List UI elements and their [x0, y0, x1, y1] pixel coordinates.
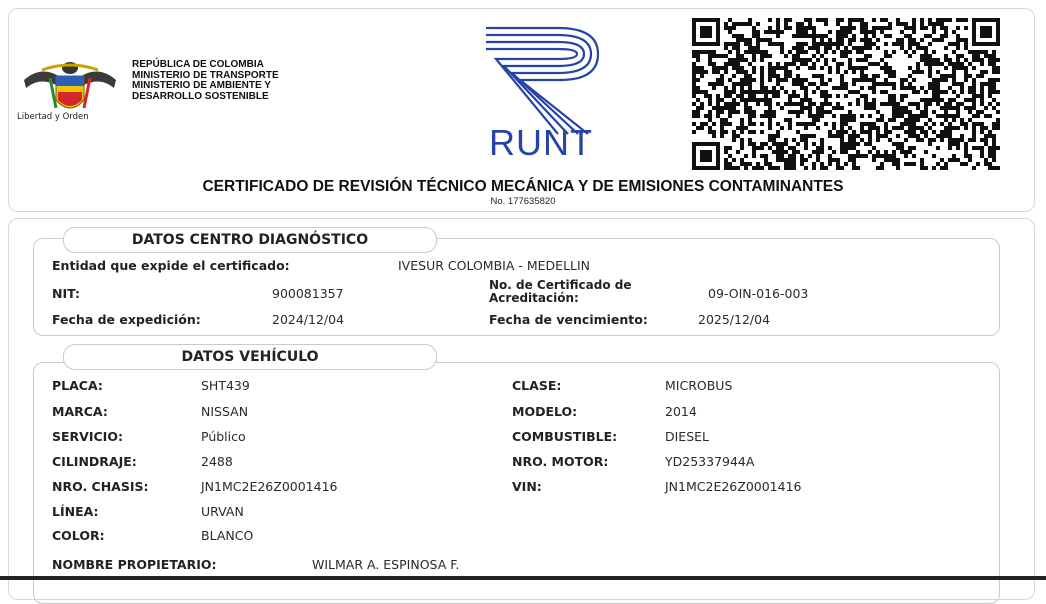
acreditacion-label-line2: Acreditación:: [489, 291, 579, 305]
nit-label: NIT:: [52, 286, 80, 301]
color-label: COLOR:: [52, 528, 105, 543]
runt-brand: RUNT: [489, 122, 593, 163]
cilindraje-label: CILINDRAJE:: [52, 454, 137, 469]
ministry-line: MINISTERIO DE AMBIENTE Y: [132, 80, 271, 91]
centro-section-label: DATOS CENTRO DIAGNÓSTICO: [63, 227, 437, 253]
modelo-label: MODELO:: [512, 404, 578, 419]
propietario-value: WILMAR A. ESPINOSA F.: [312, 557, 460, 572]
linea-value: URVAN: [201, 504, 244, 519]
vencimiento-label: Fecha de vencimiento:: [489, 312, 648, 327]
linea-label: LÍNEA:: [52, 504, 99, 519]
servicio-label: SERVICIO:: [52, 429, 123, 444]
expedicion-value: 2024/12/04: [272, 312, 345, 327]
certificate-number: No. 177635820: [490, 196, 556, 207]
modelo-value: 2014: [665, 404, 697, 419]
vin-label: VIN:: [512, 479, 542, 494]
servicio-value: Público: [201, 429, 246, 444]
certificate-title: CERTIFICADO DE REVISIÓN TÉCNICO MECÁNICA Y DE EMISIONES CONTAMINANTES: [202, 178, 844, 195]
motor-label: NRO. MOTOR:: [512, 454, 609, 469]
ministry-line: MINISTERIO DE TRANSPORTE: [132, 69, 279, 81]
ministry-line: DESARROLLO SOSTENIBLE: [132, 90, 269, 102]
acreditacion-label-line1: No. de Certificado de: [489, 278, 632, 292]
ministry-block: [132, 60, 279, 102]
marca-label: MARCA:: [52, 404, 108, 419]
vencimiento-value: 2025/12/04: [698, 312, 771, 327]
entidad-label: Entidad que expide el certificado:: [52, 258, 290, 273]
vehiculo-section-label: DATOS VEHÍCULO: [63, 344, 437, 370]
nit-value: 900081357: [272, 286, 344, 301]
placa-label: PLACA:: [52, 378, 103, 393]
cilindraje-value: 2488: [201, 454, 233, 469]
entidad-value: IVESUR COLOMBIA - MEDELLIN: [398, 258, 591, 273]
motor-value: YD25337944A: [665, 454, 755, 469]
marca-value: NISSAN: [201, 404, 249, 419]
qr-code: [692, 18, 1000, 170]
vin-value: JN1MC2E26Z0001416: [665, 479, 802, 494]
acreditacion-value: 09-OIN-016-003: [708, 286, 809, 301]
chasis-label: NRO. CHASIS:: [52, 479, 149, 494]
clase-label: CLASE:: [512, 378, 562, 393]
chasis-value: JN1MC2E26Z0001416: [201, 479, 338, 494]
motto: Libertad y Orden: [17, 112, 89, 122]
clase-value: MICROBUS: [665, 378, 733, 393]
placa-value: SHT439: [201, 378, 250, 393]
color-value: BLANCO: [201, 528, 254, 543]
combustible-label: COMBUSTIBLE:: [512, 429, 618, 444]
bottom-border: [0, 576, 1046, 580]
ministry-line: REPÚBLICA DE COLOMBIA: [132, 59, 264, 70]
combustible-value: DIESEL: [665, 429, 710, 444]
expedicion-label: Fecha de expedición:: [52, 312, 201, 327]
propietario-label: NOMBRE PROPIETARIO:: [52, 557, 217, 572]
